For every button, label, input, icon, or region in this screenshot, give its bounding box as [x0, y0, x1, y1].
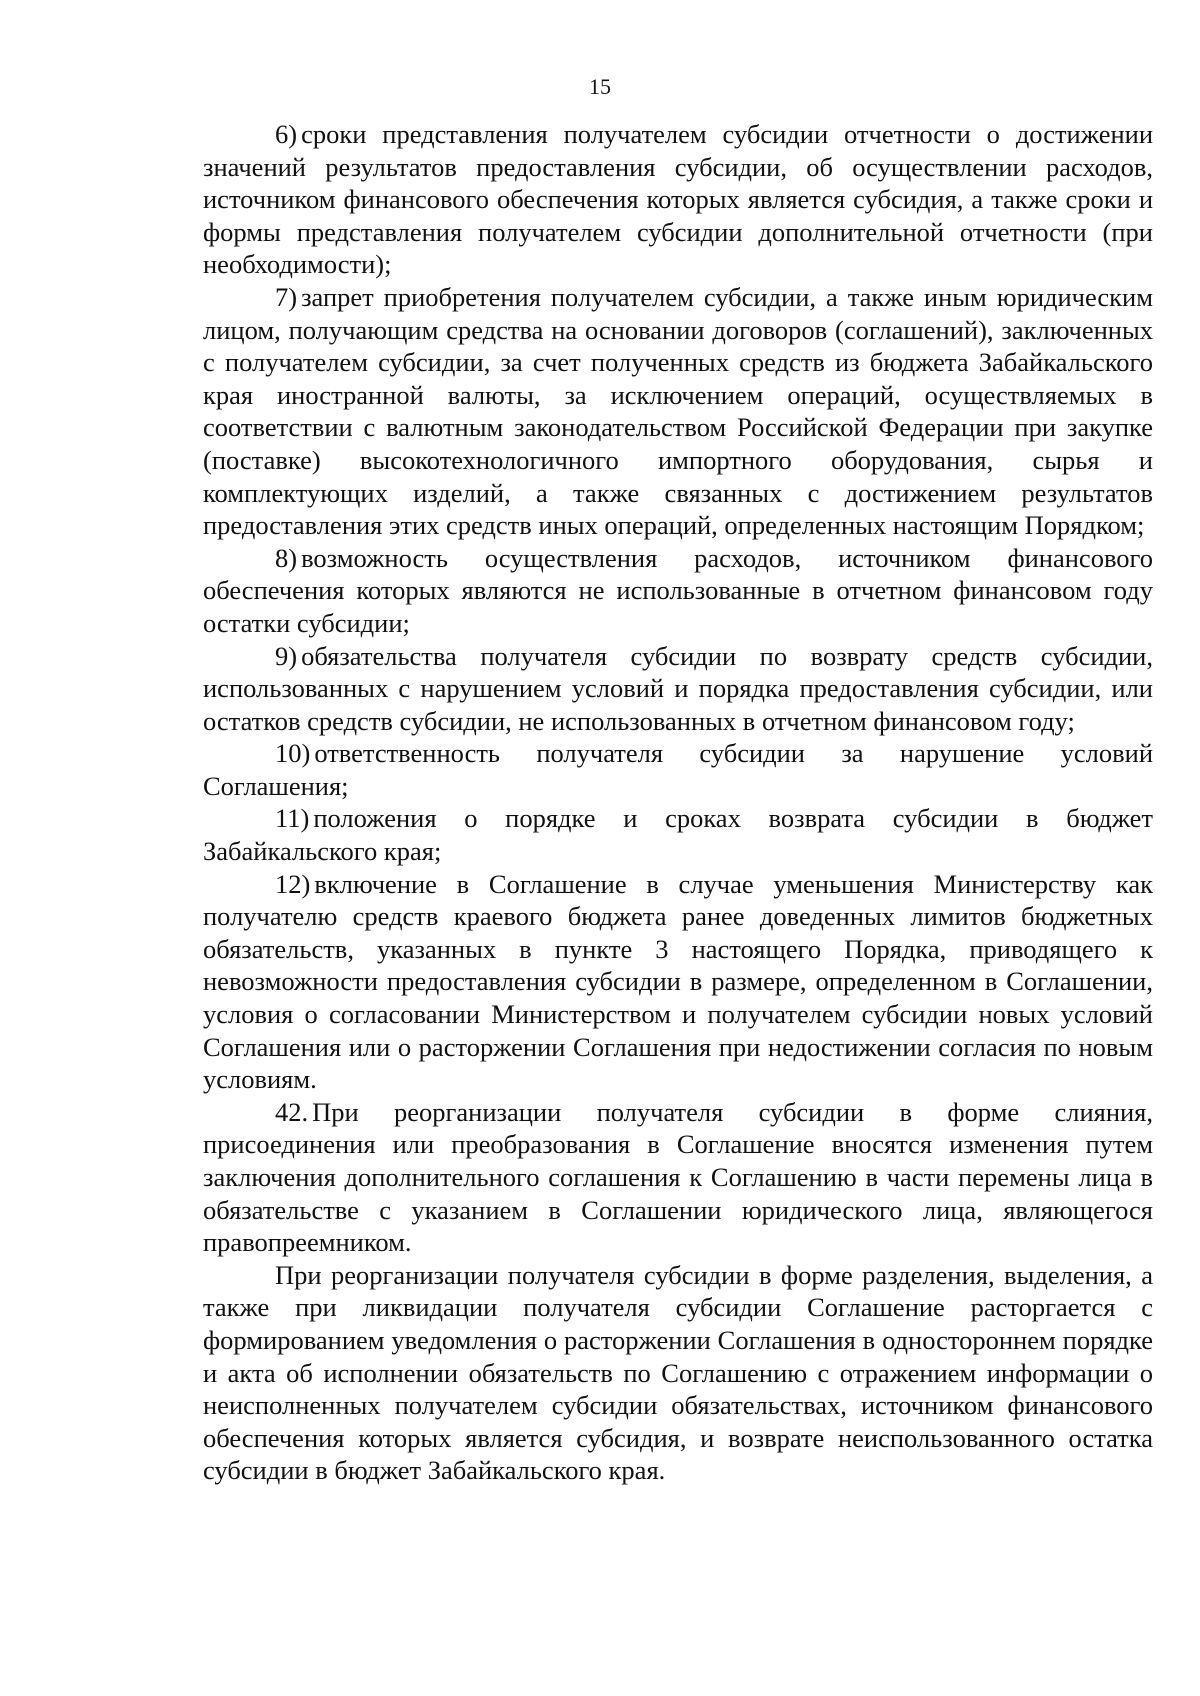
item-text: возможность осуществления расходов, источником финансового обеспечения которых являются не использованные в отчетном финансовом году остатки субсидии; — [203, 542, 1153, 638]
list-item — [203, 737, 1153, 802]
item-number: 6) — [275, 119, 298, 149]
item-text: положения о порядке и сроках возврата субсидии в бюджет Забайкальского края; — [203, 803, 1153, 867]
item-text: обязательства получателя субсидии по возврату средств субсидии, использованных с нарушением условий и порядка предоставления субсидии, или остатков средств субсидии, не использованных в отчетном финансовом году; — [203, 640, 1153, 736]
item-number: 11) — [275, 803, 310, 834]
body-paragraph — [203, 1259, 1153, 1487]
section-paragraph — [203, 1096, 1153, 1259]
list-item — [203, 640, 1153, 738]
paragraph-text: При реорганизации получателя субсидии в форме разделения, выделения, а также при ликвидации получателя субсидии Соглашение расторгается с формированием уведомления о расторжении Соглашения в одностороннем порядке и акта об исполнении обязательств по Соглашению с отражением информации о неисполненных получателем субсидии обязательствах, источником финансового обеспечения которых является субсидия, и возврате неиспользованного остатка субсидии в бюджет Забайкальского края. — [203, 1259, 1153, 1486]
paragraph-text: При реорганизации получателя субсидии в форме слияния, присоединения или преобразования в Соглашение вносятся изменения путем заключения дополнительного соглашения к Соглашению в части перемены лица в обязательстве с указанием в Соглашении юридического лица, являющегося правопреемником. — [203, 1096, 1153, 1258]
list-item — [203, 542, 1153, 640]
item-text: включение в Соглашение в случае уменьшения Министерству как получателю средств краевого бюджета ранее доведенных лимитов бюджетных обязательств, указанных в пункте 3 настоящего Порядка, приводящего к невозможности предоставления субсидии в размере, определенном в Соглашении, условия о согласовании Министерством и получателем субсидии новых условий Соглашения или о расторжении Соглашения при недостижении согласия по новым условиям. — [203, 868, 1153, 1095]
section-number: 42. — [275, 1096, 309, 1127]
item-number: 8) — [275, 542, 298, 573]
list-item — [203, 281, 1153, 542]
item-number: 9) — [275, 640, 298, 671]
document-body — [203, 118, 1153, 1487]
item-text: запрет приобретения получателем субсидии, а также иным юридическим лицом, получающим средства на основании договоров (соглашений), заключенных с получателем субсидии, за счет полученных средств из бюджета Забайкальского края иностранной валюты, за исключением операций, осуществляемых в соответствии с валютным законодательством Российской Федерации при закупке (поставке) высокотехнологичного импортного оборудования, сырья и комплектующих изделий, а также связанных с достижением результатов предоставления этих средств иных операций, определенных настоящим Порядком; — [203, 281, 1153, 541]
item-text: сроки представления получателем субсидии отчетности о достижении значений результатов предоставления субсидии, об осуществлении расходов, источником финансового обеспечения которых является субсидия, а также сроки и формы представления получателем субсидии дополнительной отчетности (при необходимости); — [203, 119, 1153, 280]
page-number: 15 — [589, 74, 611, 99]
item-number: 12) — [275, 868, 311, 899]
item-number: 7) — [275, 281, 298, 312]
item-number: 10) — [275, 738, 311, 769]
list-item — [203, 868, 1153, 1096]
list-item — [203, 802, 1153, 867]
item-text: ответственность получателя субсидии за нарушение условий Соглашения; — [203, 738, 1153, 801]
list-item — [203, 118, 1153, 281]
